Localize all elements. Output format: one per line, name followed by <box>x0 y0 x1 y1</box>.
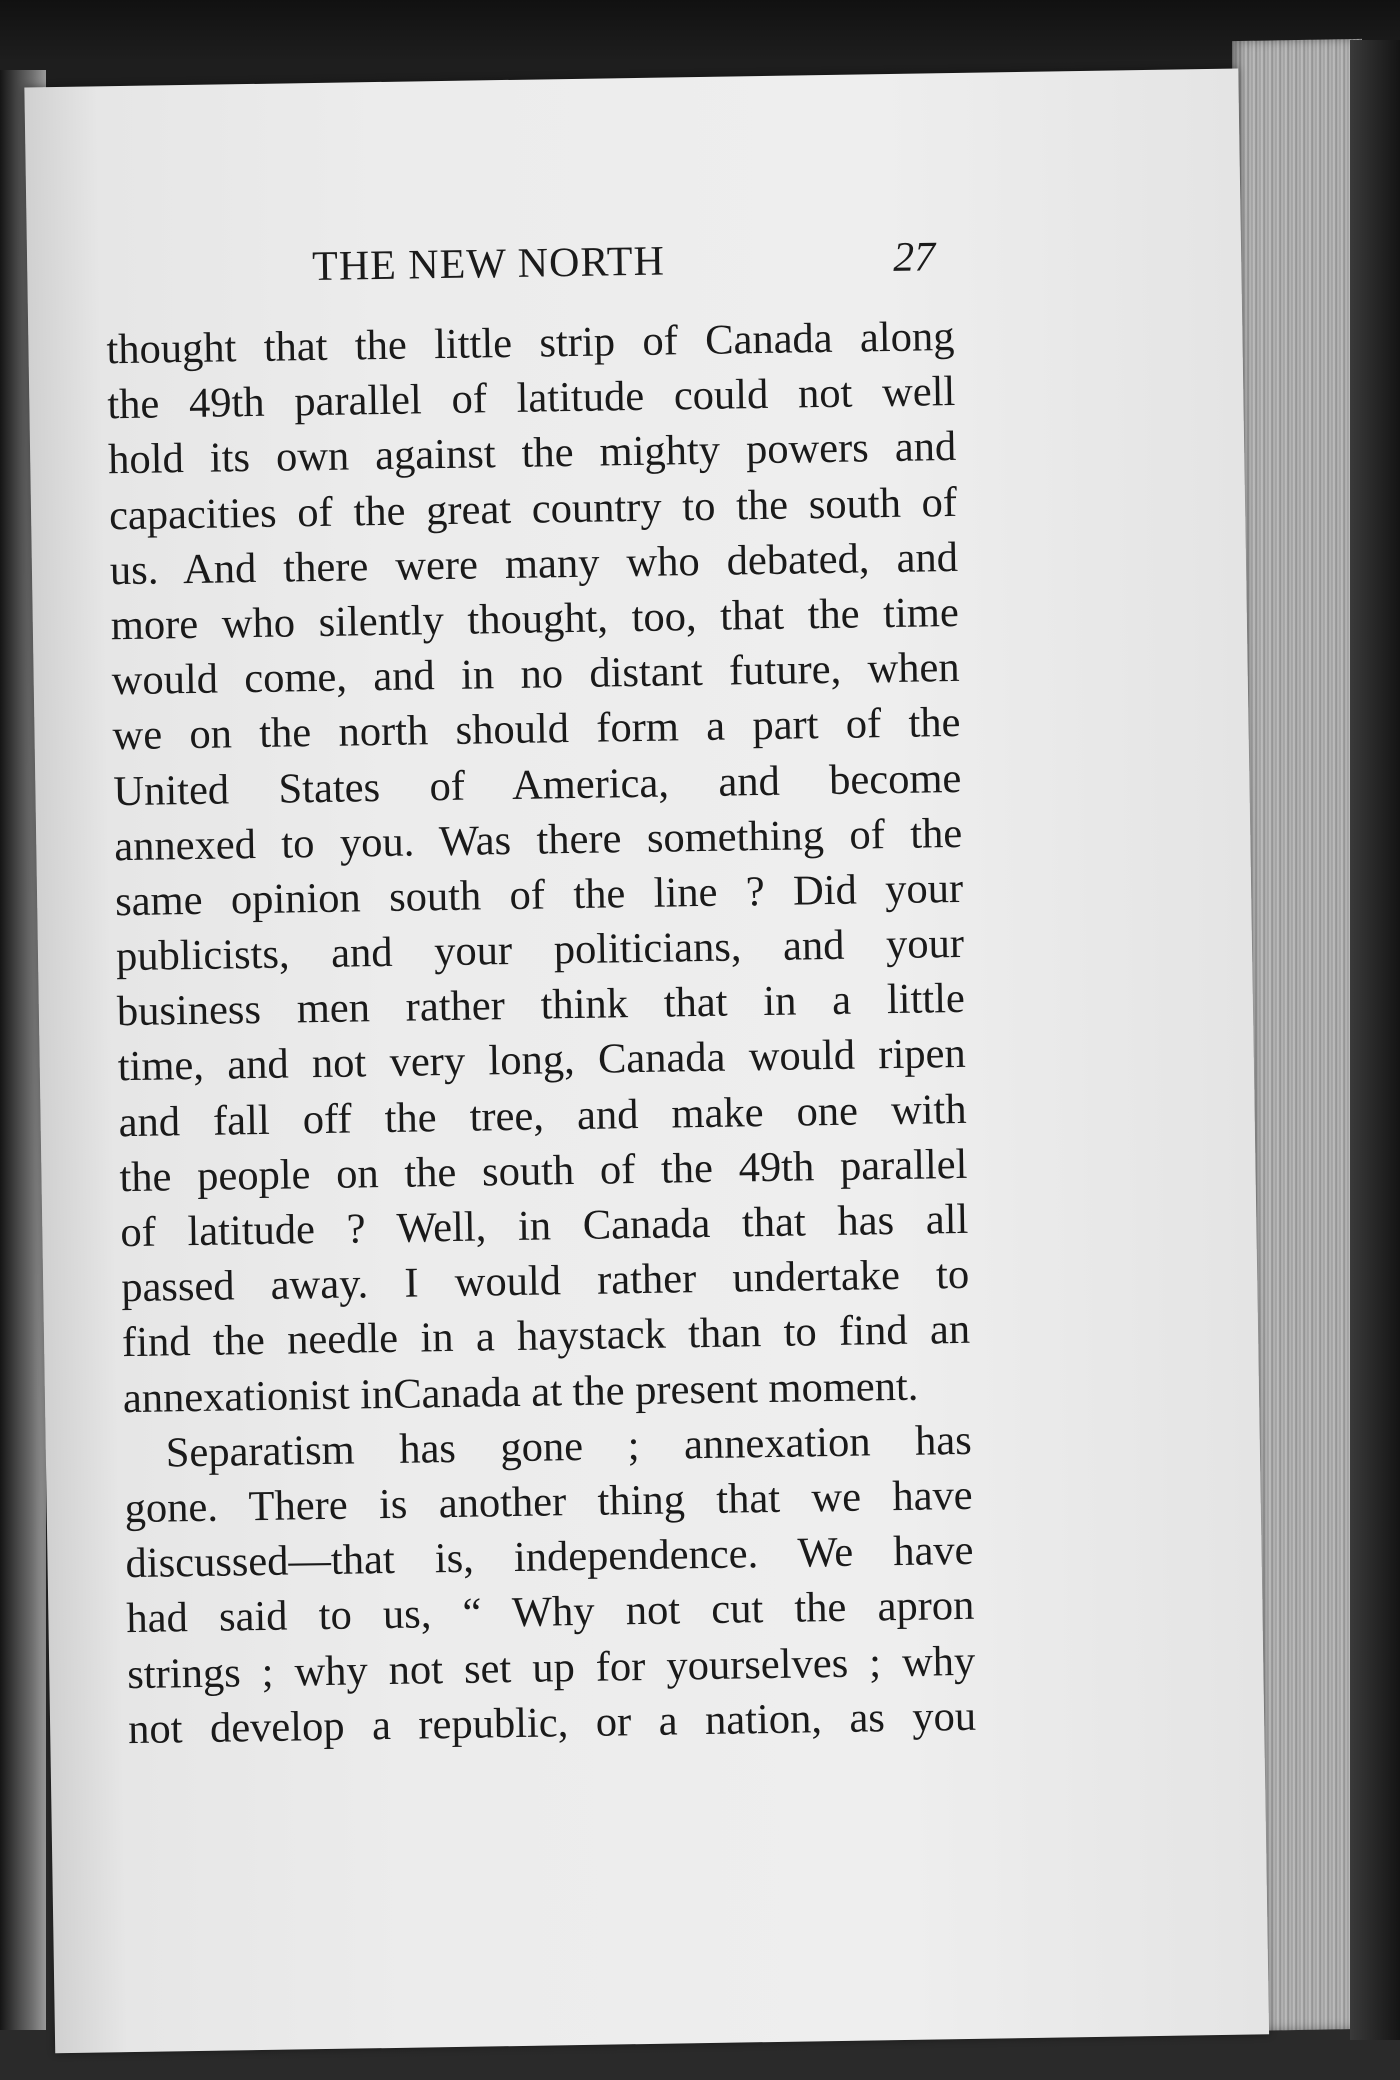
text-line: capacities of the great country to the south of <box>108 478 958 539</box>
text-line: of latitude ? Well, in Canada that has all <box>119 1195 969 1257</box>
text-line: find the needle in a haystack than to find an <box>121 1306 971 1367</box>
text-line: had said to us, “ Why not cut the apron <box>126 1582 975 1643</box>
page-header <box>27 228 1242 307</box>
text-line: hold its own against the mighty powers and <box>107 423 957 484</box>
book-cover-edge <box>1350 40 1400 2040</box>
text-line: United States of America, and become <box>113 754 962 815</box>
text-line: time, and not very long, Canada would ripen <box>117 1030 967 1091</box>
running-title: THE NEW NORTH <box>311 238 666 291</box>
text-line: discussed—that is, independence. We have <box>125 1526 974 1588</box>
text-line: publicists, and your politicians, and your <box>115 919 965 981</box>
text-line: passed away. I would rather undertake to <box>120 1251 970 1312</box>
text-line: annexed to you. Was there something of the <box>113 809 963 870</box>
text-line: business men rather think that in a little <box>116 975 966 1036</box>
text-line: and fall off the tree, and make one with <box>118 1085 967 1146</box>
page-number: 27 <box>892 234 936 281</box>
text-line: thought that the little strip of Canada along <box>106 312 955 374</box>
body-text <box>106 309 976 1757</box>
text-line: more who silently thought, too, that the time <box>110 588 960 650</box>
text-line: we on the north should form a part of the <box>112 699 961 760</box>
text-line: us. And there were many who debated, and <box>109 533 959 595</box>
book-page <box>24 68 1269 2053</box>
text-line: Separatism has gone ; annexation has <box>165 1416 973 1477</box>
text-line: gone. There is another thing that we have <box>124 1471 973 1533</box>
text-line: same opinion south of the line ? Did your <box>114 864 964 926</box>
text-line: annexationist inCanada at the present moment. <box>122 1362 919 1422</box>
text-line: would come, and in no distant future, when <box>111 644 960 705</box>
text-line: the 49th parallel of latitude could not well <box>106 368 956 429</box>
text-line: the people on the south of the 49th parallel <box>119 1140 968 1201</box>
text-line: not develop a republic, or a nation, as you <box>127 1692 977 1753</box>
text-line: strings ; why not set up for yourselves ; why <box>126 1637 976 1698</box>
